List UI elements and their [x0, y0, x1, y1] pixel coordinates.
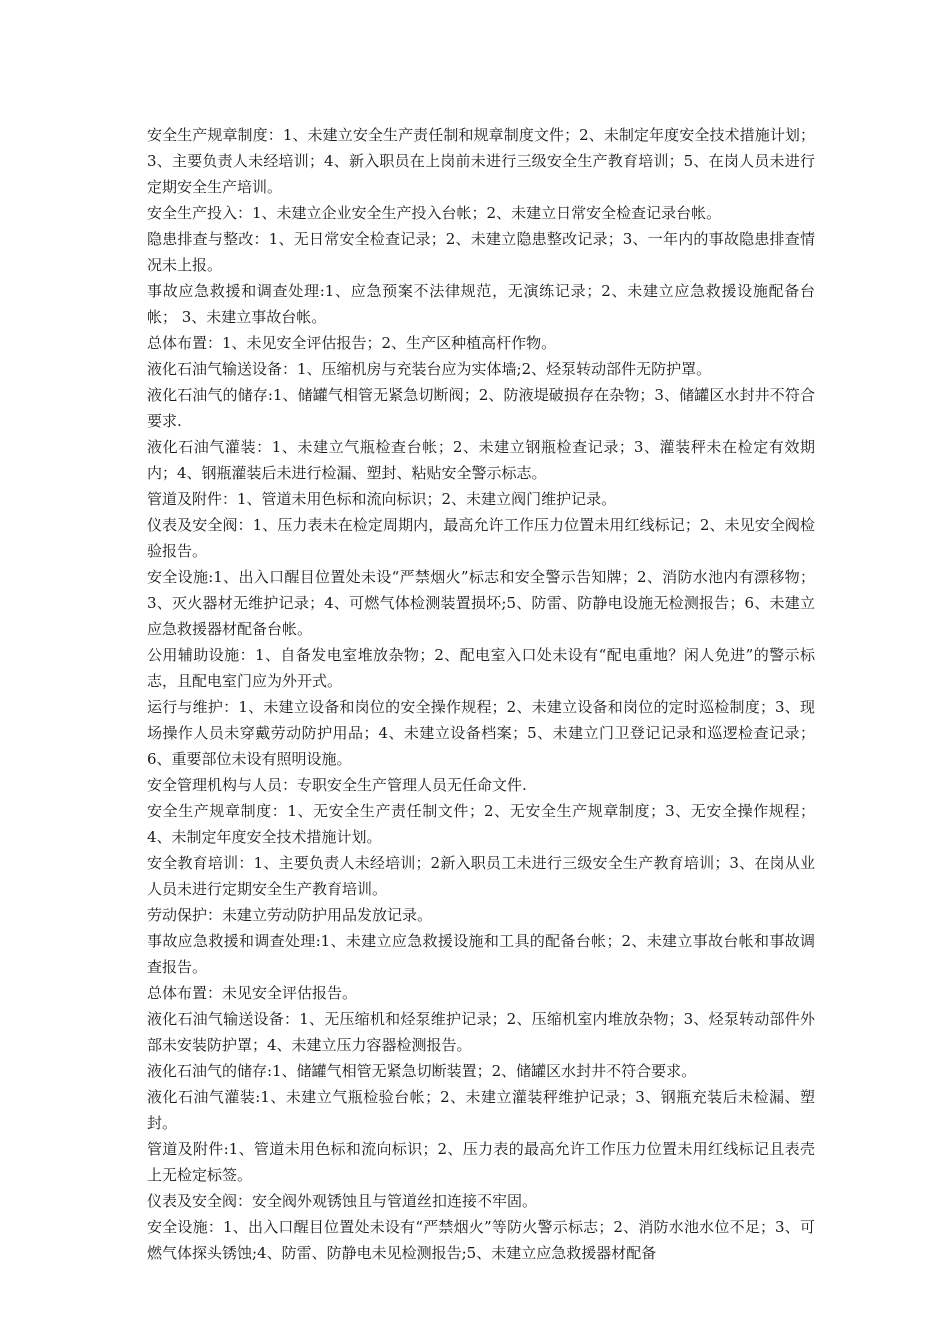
- paragraph: 液化石油气灌装：1、未建立气瓶检查台帐；2、未建立钢瓶检查记录；3、灌装秤未在检定有效期内；4、钢瓶灌装后未进行检漏、塑封、粘贴安全警示标志。: [147, 438, 815, 482]
- document-body: [147, 122, 815, 1266]
- paragraph: 管道及附件：1、管道未用色标和流向标识；2、未建立阀门维护记录。: [147, 490, 617, 508]
- paragraph: 事故应急救援和调查处理:1、应急预案不法律规范，无演练记录；2、未建立应急救援设施配备台帐； 3、未建立事故台帐。: [147, 282, 815, 326]
- paragraph: 安全生产规章制度：1、未建立安全生产责任制和规章制度文件；2、未制定年度安全技术措施计划；3、主要负责人未经培训；4、新入职员在上岗前未进行三级安全生产教育培训；5、在岗人员未进行定期安全生产培训。: [147, 126, 815, 196]
- paragraph: 事故应急救援和调查处理:1、未建立应急救援设施和工具的配备台帐；2、未建立事故台帐和事故调查报告。: [147, 932, 815, 976]
- paragraph: 液化石油气输送设备：1、压缩机房与充装台应为实体墙;2、烃泵转动部件无防护罩。: [147, 360, 712, 378]
- paragraph: 总体布置：未见安全评估报告。: [147, 984, 358, 1002]
- paragraph: 安全生产规章制度：1、无安全生产责任制文件；2、无安全生产规章制度；3、无安全操作规程；4、未制定年度安全技术措施计划。: [147, 802, 815, 846]
- paragraph: 液化石油气的储存:1、储罐气相管无紧急切断装置；2、储罐区水封井不符合要求。: [147, 1062, 697, 1080]
- paragraph: 运行与维护：1、未建立设备和岗位的安全操作规程；2、未建立设备和岗位的定时巡检制度；3、现场操作人员未穿戴劳动防护用品；4、未建立设备档案；5、未建立门卫登记记录和巡逻检查记录；6、重要部位未设有照明设施。: [147, 698, 815, 768]
- paragraph: 安全设施:1、出入口醒目位置处未设“严禁烟火”标志和安全警示告知牌；2、消防水池内有漂移物；3、灭火器材无维护记录；4、可燃气体检测装置损坏;5、防雷、防静电设施无检测报告；6、未建立应急救援器材配备台帐。: [147, 568, 815, 638]
- paragraph: 公用辅助设施：1、自备发电室堆放杂物；2、配电室入口处未设有“配电重地？闲人免进”的警示标志，且配电室门应为外开式。: [147, 646, 815, 690]
- paragraph: 仪表及安全阀：安全阀外观锈蚀且与管道丝扣连接不牢固。: [147, 1192, 538, 1210]
- paragraph: 仪表及安全阀：1、压力表未在检定周期内，最高允许工作压力位置未用红线标记；2、未见安全阀检验报告。: [147, 516, 815, 560]
- paragraph: 劳动保护：未建立劳动防护用品发放记录。: [147, 906, 433, 924]
- paragraph: 安全生产投入：1、未建立企业安全生产投入台帐；2、未建立日常安全检查记录台帐。: [147, 204, 722, 222]
- paragraph: 总体布置：1、未见安全评估报告；2、生产区种植高杆作物。: [147, 334, 557, 352]
- paragraph: 安全设施：1、出入口醒目位置处未设有“严禁烟火”等防火警示标志；2、消防水池水位不足；3、可燃气体探头锈蚀;4、防雷、防静电未见检测报告;5、未建立应急救援器材配备: [147, 1218, 815, 1262]
- paragraph: 管道及附件:1、管道未用色标和流向标识；2、压力表的最高允许工作压力位置未用红线标记且表壳上无检定标签。: [147, 1140, 815, 1184]
- paragraph: 液化石油气输送设备：1、无压缩机和烃泵维护记录；2、压缩机室内堆放杂物；3、烃泵转动部件外部未安装防护罩；4、未建立压力容器检测报告。: [147, 1010, 815, 1054]
- paragraph: 安全管理机构与人员：专职安全生产管理人员无任命文件.: [147, 776, 527, 794]
- paragraph: 隐患排查与整改：1、无日常安全检查记录；2、未建立隐患整改记录；3、一年内的事故隐患排查情况未上报。: [147, 230, 815, 274]
- paragraph: 安全教育培训：1、主要负责人未经培训；2新入职员工未进行三级安全生产教育培训；3、在岗从业人员未进行定期安全生产教育培训。: [147, 854, 815, 898]
- paragraph: 液化石油气灌装:1、未建立气瓶检验台帐；2、未建立灌装秤维护记录；3、钢瓶充装后未检漏、塑封。: [147, 1088, 815, 1132]
- paragraph: 液化石油气的储存:1、储罐气相管无紧急切断阀；2、防液堤破损存在杂物；3、储罐区水封井不符合要求.: [147, 386, 815, 430]
